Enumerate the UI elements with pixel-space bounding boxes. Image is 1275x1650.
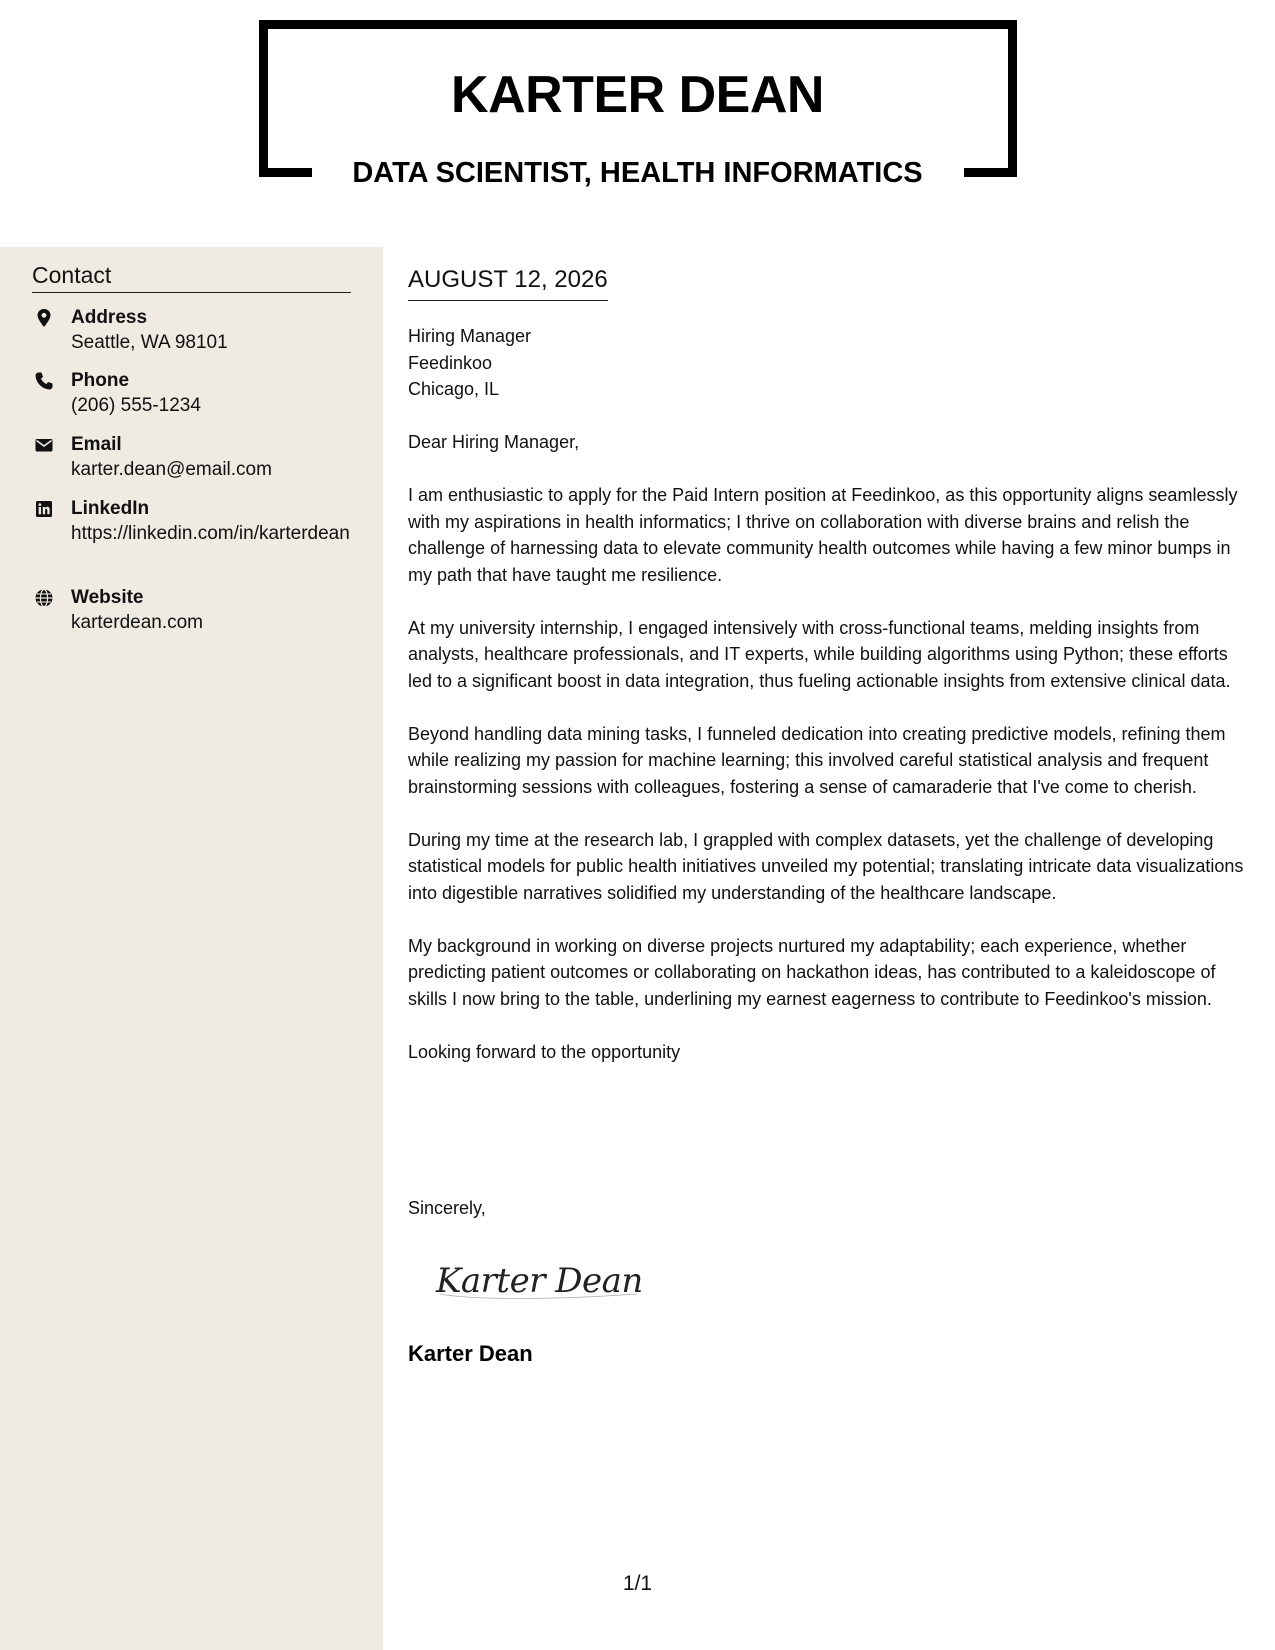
letter-paragraph: At my university internship, I engaged intensively with cross-functional teams, melding insights from analysts, healthcare professionals, and IT experts, while building algorithms using Python; these efforts led to a significant boost in data integration, thus fueling actionable insights from extensive clinical data.	[408, 617, 1231, 691]
recipient-title: Hiring Manager	[408, 326, 532, 346]
address-label: Address	[71, 307, 148, 328]
envelope-icon	[34, 435, 54, 455]
recipient-block	[408, 323, 531, 403]
letter-paragraph: During my time at the research lab, I grappled with complex datasets, yet the challenge of developing statistical models for public health initiatives unveiled my potential; translating intricate data visualizations into digestible narratives solidified my understanding of the healthcare landscape.	[408, 829, 1244, 903]
globe-icon	[34, 588, 54, 608]
website-value[interactable]: karterdean.com	[71, 612, 204, 633]
linkedin-value[interactable]: https://linkedin.com/in/karterdean	[71, 523, 350, 544]
recipient-location: Chicago, IL	[408, 379, 500, 399]
phone-value: (206) 555-1234	[71, 395, 201, 416]
salutation: Dear Hiring Manager,	[408, 432, 580, 452]
recipient-company: Feedinkoo	[408, 352, 493, 373]
applicant-name: KARTER DEAN	[451, 66, 824, 124]
letter-paragraph: My background in working on diverse projects nurtured my adaptability; each experience, whether predicting patient outcomes or collaborating on hackathon ideas, has contributed to a kaleidoscope of skills I now bring to the table, underlining my earnest eagerness to contribute to Feedinkoo's mission.	[408, 935, 1216, 1009]
letter-paragraph: Beyond handling data mining tasks, I funneled dedication into creating predictive models, refining them while realizing my passion for machine learning; this involved careful statistical analysis and frequent brainstorming sessions with colleagues, fostering a sense of camaraderie that I've come to cherish.	[408, 723, 1226, 797]
signer-name: Karter Dean	[408, 1341, 533, 1366]
phone-label: Phone	[71, 370, 130, 391]
phone-icon	[34, 371, 54, 391]
linkedin-icon	[34, 499, 54, 519]
website-label: Website	[71, 587, 144, 608]
address-value: Seattle, WA 98101	[71, 332, 228, 353]
closing: Sincerely,	[408, 1198, 486, 1218]
page-number: 1/1	[622, 1572, 653, 1595]
location-pin-icon	[34, 308, 54, 328]
email-label: Email	[71, 434, 122, 455]
job-title: DATA SCIENTIST, HEALTH INFORMATICS	[352, 157, 923, 189]
email-value[interactable]: karter.dean@email.com	[71, 459, 272, 480]
frame-top-border	[259, 20, 1017, 29]
handwritten-signature	[432, 1250, 652, 1310]
letter-body	[408, 429, 1253, 1092]
letter-paragraph: Looking forward to the opportunity	[408, 1041, 681, 1062]
svg-text:Karter Dean: Karter Dean	[436, 1261, 643, 1301]
linkedin-label: LinkedIn	[71, 498, 150, 519]
letter-paragraph: I am enthusiastic to apply for the Paid Intern position at Feedinkoo, as this opportunity aligns seamlessly with my aspirations in health informatics; I thrive on collaboration with diverse brains and relish the challenge of harnessing data to elevate community health outcomes while having a few minor bumps in my path that have taught me resilience.	[408, 485, 1238, 585]
letter-date: AUGUST 12, 2026	[408, 264, 608, 301]
contact-heading: Contact	[32, 259, 351, 293]
